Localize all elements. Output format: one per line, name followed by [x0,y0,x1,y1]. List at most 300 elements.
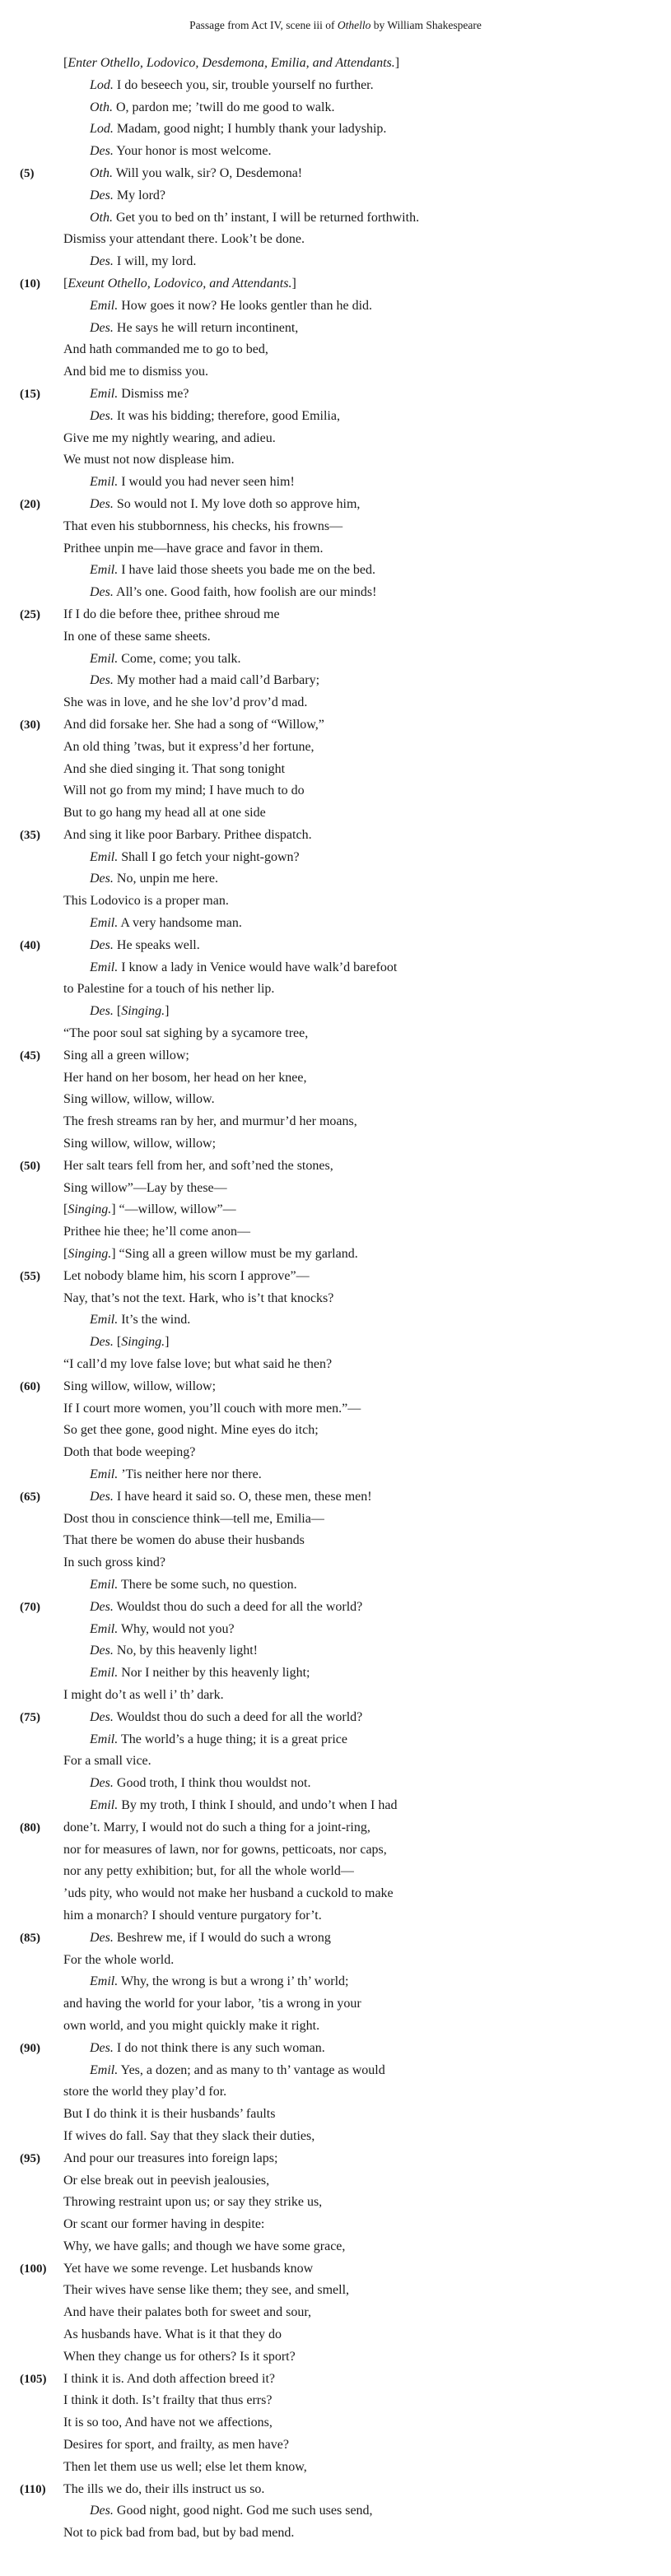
line-text [63,339,268,361]
line-number: (55) [20,1269,40,1283]
dialogue-text: I have laid those sheets you bade me on the bed. [121,563,376,578]
dialogue-text: Or scant our former having in despite: [63,2217,265,2232]
line-text [63,1883,394,1905]
passage-line [0,560,671,582]
dialogue-text: That even his stubbornness, his checks, his frowns— [63,518,343,533]
dialogue-text: Dismiss your attendant there. Look’t be done. [63,232,305,247]
dialogue-text: As husbands have. What is it that they do [63,2327,282,2342]
speaker-name: Des. [90,320,114,335]
dialogue-text: Good night, good night. God me such uses send, [116,2504,373,2518]
passage-line [0,1619,671,1641]
line-text [90,560,375,582]
dialogue-text: Then let them use us well; else let them know, [63,2459,307,2474]
passage-line [0,1155,671,1178]
line-text [90,670,319,692]
passage-line [0,1950,671,1972]
dialogue-text: Beshrew me, if I would do such a wrong [116,1930,331,1945]
passage-line [0,119,671,141]
dialogue-text: A very handsome man. [120,916,242,931]
passage-line [0,538,671,560]
line-text [90,2038,325,2060]
line-text [63,759,285,781]
passage-line [0,1221,671,1244]
passage-line [0,273,671,295]
line-text [90,295,372,318]
line-text [63,2214,264,2236]
passage-line [0,2434,671,2457]
passage-line [0,2500,671,2523]
passage-line [0,2258,671,2281]
speaker-name: Emil. [90,1313,119,1328]
speaker-name: Des. [90,1004,114,1019]
passage-line [0,2081,671,2104]
passage-line [0,2126,671,2148]
passage-line [0,1332,671,1354]
line-text [63,449,235,472]
speaker-name: Des. [90,1644,114,1658]
dialogue-text: [Singing.] [116,1004,170,1019]
line-text [63,737,315,759]
dialogue-text: “I call’d my love false love; but what said he then? [63,1357,333,1372]
passage-line [0,1839,671,1862]
dialogue-text: If wives do fall. Say that they slack their duties, [63,2128,315,2143]
dialogue-text: He says he will return incontinent, [116,320,299,335]
dialogue-text: The ills we do, their ills instruct us so. [63,2481,265,2496]
dialogue-text: No, by this heavenly light! [116,1644,258,1658]
dialogue-text: Her hand on her bosom, her head on her knee, [63,1070,307,1085]
dialogue-text: Their wives have sense like them; they see, and smell, [63,2283,350,2298]
line-text [63,1067,306,1090]
line-text [63,825,312,847]
dialogue-text: But I do think it is their husbands’ faults [63,2107,276,2122]
line-text [90,384,189,406]
line-text [63,2104,275,2126]
passage-line [0,1883,671,1905]
passage-line [0,649,671,671]
line-text [90,2500,373,2523]
passage-line [0,1309,671,1332]
line-number: (65) [20,1490,40,1504]
line-text [90,868,218,890]
passage-line [0,1795,671,1817]
speaker-name: Des. [90,408,114,423]
line-text [90,582,376,604]
dialogue-text: And have their palates both for sweet and sour, [63,2305,312,2320]
line-text [63,1950,174,1972]
dialogue-text: For the whole world. [63,1952,175,1967]
dialogue-text: And hath commanded me to go to bed, [63,342,268,357]
passage-line [0,1045,671,1067]
speaker-name: Des. [90,188,114,202]
dialogue-text: He speaks well. [116,937,200,952]
line-text [90,1707,362,1729]
passage-line [0,384,671,406]
line-text [63,2324,282,2346]
line-text [90,1486,372,1509]
dialogue-text: Sing willow”—Lay by these— [63,1180,227,1195]
dialogue-text: Not to pick bad from bad, but by bad mend. [63,2526,295,2541]
line-text [63,2346,296,2369]
line-number: (80) [20,1820,40,1834]
dialogue-text: It was his bidding; therefore, good Emilia, [116,408,340,423]
passage-line [0,1971,671,1993]
dialogue-text: An old thing ’twas, but it express’d her fortune, [63,739,315,754]
line-text [90,1464,262,1486]
passage-line [0,1905,671,1927]
dialogue-text: Desires for sport, and frailty, as men have? [63,2438,289,2453]
dialogue-text: How goes it now? He looks gentler than he did. [121,298,373,313]
line-text [90,1309,190,1332]
line-text [63,1089,215,1111]
dialogue-text: It is so too, And have not we affections, [63,2416,273,2430]
line-text [63,1354,332,1376]
line-text [63,2369,275,2391]
speaker-name: Des. [90,254,114,269]
line-text [90,207,419,230]
dialogue-text: The world’s a huge thing; it is a great price [120,1732,347,1746]
passage-line [0,1640,671,1662]
dialogue-text: nor for measures of lawn, nor for gowns, petticoats, nor caps, [63,1842,387,1857]
passage-line [0,1817,671,1839]
passage-line [0,1486,671,1509]
line-text [90,649,241,671]
dialogue-text: So get thee gone, good night. Mine eyes do itch; [63,1423,319,1438]
line-text [63,1530,305,1552]
passage-line [0,1178,671,1200]
passage-line [0,53,671,75]
line-text [63,1442,195,1464]
passage-line [0,428,671,450]
line-text [63,2170,269,2192]
passage-line [0,1288,671,1310]
passage-line [0,207,671,230]
passage-line [0,1685,671,1707]
passage-line [0,1420,671,1442]
passage-line [0,1089,671,1111]
speaker-name: Des. [90,937,114,952]
speaker-name: Emil. [90,1974,119,1989]
line-text [63,1111,357,1133]
page-title [0,18,671,33]
line-text [90,318,298,340]
line-text [63,2258,313,2281]
dialogue-text: [Singing.] “Sing all a green willow must be my garland. [63,1247,358,1262]
dialogue-text: I do beseech you, sir, trouble yourself no further. [116,77,374,92]
passage-line [0,472,671,494]
line-number: (25) [20,607,40,621]
line-text [90,1332,169,1354]
dialogue-text: We must not now displease him. [63,453,235,467]
passage-line [0,868,671,890]
line-text [90,119,386,141]
line-text [63,2236,345,2258]
passage-line [0,2523,671,2545]
dialogue-text: “The poor soul sat sighing by a sycamore tree, [63,1026,309,1041]
line-text [63,1266,310,1288]
dialogue-text: Nay, that’s not the text. Hark, who is’t that knocks? [63,1290,334,1305]
speaker-name: Emil. [90,386,119,401]
speaker-name: Emil. [90,1797,119,1812]
dialogue-text: ’uds pity, who would not make her husband a cuckold to make [63,1886,394,1901]
dialogue-text: Throwing restraint upon us; or say they strike us, [63,2195,323,2210]
dialogue-text: For a small vice. [63,1754,151,1769]
line-text [90,1971,348,1993]
dialogue-text: Prithee unpin me—have grace and favor in them. [63,541,324,556]
passage-line [0,1861,671,1883]
speaker-name: Des. [90,673,114,688]
passage-line [0,2192,671,2214]
dialogue-text: [Singing.] [116,1335,170,1350]
passage-line [0,1001,671,1023]
line-number: (30) [20,718,40,732]
dialogue-text: Sing willow, willow, willow. [63,1092,215,1107]
speaker-name: Des. [90,585,114,600]
line-number: (20) [20,497,40,511]
line-text [90,847,300,869]
dialogue-text: This Lodovico is a proper man. [63,894,229,909]
line-text [63,780,305,802]
dialogue-text: No, unpin me here. [116,872,218,886]
speaker-name: Des. [90,872,114,886]
passage-line [0,494,671,516]
speaker-name: Oth. [90,165,113,180]
line-text [63,2192,322,2214]
passage-line [0,1729,671,1751]
line-number: (50) [20,1159,40,1173]
line-text [63,1221,250,1244]
speaker-name: Emil. [90,651,119,666]
speaker-name: Des. [90,2504,114,2518]
dialogue-text: Good troth, I think thou wouldst not. [116,1776,311,1791]
passage-line [0,913,671,935]
line-text [63,802,266,825]
speaker-name: Emil. [90,960,119,974]
line-text [90,1001,169,1023]
speaker-name: Emil. [90,1732,119,1746]
dialogue-text: to Palestine for a touch of his nether lip. [63,982,275,997]
line-text [63,1817,370,1839]
passage-line [0,2479,671,2501]
speaker-name: Des. [90,2040,114,2055]
dialogue-text: If I do die before thee, prithee shroud me [63,607,280,621]
speaker-name: Emil. [90,1467,119,1481]
speaker-name: Emil. [90,916,119,931]
dialogue-text: But to go hang my head all at one side [63,806,266,821]
dialogue-text: In such gross kind? [63,1555,165,1570]
line-text [63,538,323,560]
line-text [63,1045,189,1067]
dialogue-text: Why, we have galls; and though we have some grace, [63,2239,346,2253]
passage-line [0,2214,671,2236]
speaker-name: Emil. [90,849,119,864]
passage-line [0,1376,671,1398]
passage-line [0,185,671,207]
line-text [63,229,305,251]
line-number: (35) [20,828,40,842]
passage-line [0,582,671,604]
speaker-name: Des. [90,144,114,159]
line-number: (15) [20,387,40,401]
dialogue-text: The fresh streams ran by her, and murmur’d her moans, [63,1114,357,1129]
passage-line [0,2369,671,2391]
line-number: (105) [20,2372,47,2386]
speaker-name: Oth. [90,210,113,225]
passage-line [0,339,671,361]
dialogue-text: Her salt tears fell from her, and soft’ned the stones, [63,1158,333,1173]
speaker-name: Oth. [90,100,113,114]
passage-line [0,1773,671,1795]
dialogue-text: And pour our treasures into foreign laps; [63,2151,278,2165]
passage-line [0,2236,671,2258]
passage-line [0,957,671,979]
speaker-name: Emil. [90,2062,119,2077]
line-text [90,1729,347,1751]
passage-line [0,1067,671,1090]
line-text [63,2016,319,2038]
line-text [90,472,295,494]
dialogue-text: All’s one. Good faith, how foolish are our minds! [116,585,377,600]
dialogue-text: She was in love, and he she lov’d prov’d mad. [63,695,308,710]
dialogue-text: Dismiss me? [121,386,189,401]
line-text [63,979,274,1001]
line-text [63,1685,224,1707]
line-text [63,2081,226,2104]
dialogue-text: Or else break out in peevish jealousies, [63,2173,270,2188]
passage-line [0,1133,671,1155]
passage-line [0,1751,671,1773]
page-title-play: Othello [337,19,371,31]
line-text [63,428,276,450]
page-title-prefix: Passage from Act IV, scene iii of [189,19,338,31]
line-text [63,2302,311,2324]
passage-line [0,229,671,251]
line-text [63,53,399,75]
dialogue-text: Prithee hie thee; he’ll come anon— [63,1225,251,1239]
line-text [90,1927,331,1950]
line-text [63,604,280,626]
line-text [63,1905,322,1927]
passage-line [0,251,671,273]
page-title-author: by William Shakespeare [370,19,482,31]
passage-line [0,2412,671,2434]
line-text [63,2457,307,2479]
line-text [63,2148,277,2170]
dialogue-text: Will not go from my mind; I have much to do [63,783,305,798]
line-text [63,1244,358,1266]
dialogue-text: Wouldst thou do such a deed for all the world? [116,1709,363,1724]
line-number: (90) [20,2041,40,2055]
passage-line [0,1244,671,1266]
dialogue-text: [Singing.] “—willow, willow”— [63,1202,236,1217]
dialogue-text: Sing willow, willow, willow; [63,1379,217,1393]
dialogue-text: By my troth, I think I should, and undo’t when I had [121,1797,398,1812]
dialogue-text: Shall I go fetch your night-gown? [121,849,300,864]
line-text [63,2126,315,2148]
line-text [90,1640,258,1662]
passage-line [0,1574,671,1597]
line-text [63,890,229,913]
passage-line [0,780,671,802]
line-number: (110) [20,2482,46,2496]
dialogue-text: Give me my nightly wearing, and adieu. [63,430,276,445]
line-text [63,626,211,649]
dialogue-text: And did forsake her. She had a song of “Willow,” [63,717,324,732]
speaker-name: Emil. [90,563,119,578]
passage-line [0,2170,671,2192]
passage-line [0,295,671,318]
dialogue-text: I would you had never seen him! [121,475,295,490]
line-text [63,1993,361,2016]
passage-line [0,2016,671,2038]
line-text [90,1619,235,1641]
line-number: (60) [20,1379,40,1393]
line-text [90,2060,385,2082]
passage-line [0,979,671,1001]
passage-line [0,1442,671,1464]
dialogue-text: That there be women do abuse their husbands [63,1533,305,1548]
line-text [63,1288,333,1310]
dialogue-text: My mother had a maid call’d Barbary; [116,673,320,688]
dialogue-text: Sing willow, willow, willow; [63,1137,217,1151]
dialogue-text: Madam, good night; I humbly thank your ladyship. [116,122,387,137]
passage-line [0,1354,671,1376]
line-text [63,1133,216,1155]
passage-line [0,163,671,185]
passage-line [0,2280,671,2302]
line-number: (70) [20,1600,40,1614]
dialogue-text: I know a lady in Venice would have walk’d barefoot [121,960,398,974]
passage-line [0,714,671,737]
line-text [63,1398,361,1421]
line-text [90,141,271,163]
dialogue-text: Yet have we some revenge. Let husbands know [63,2261,314,2276]
passage-line [0,825,671,847]
dialogue-text: And bid me to dismiss you. [63,365,209,379]
line-text [63,1552,165,1574]
speaker-name: Emil. [90,298,119,313]
passage-line [0,1662,671,1685]
passage-line [0,1111,671,1133]
dialogue-text: I might do’t as well i’ th’ dark. [63,1687,224,1702]
passage-line [0,97,671,119]
passage-line [0,2346,671,2369]
passage-line [0,1707,671,1729]
line-number: (40) [20,938,40,952]
passage-line [0,1530,671,1552]
line-text [90,1662,310,1685]
line-text [63,2280,349,2302]
dialogue-text: own world, and you might quickly make it right. [63,2018,320,2033]
line-text [63,692,307,714]
passage-line [0,2302,671,2324]
passage-line [0,759,671,781]
passage-line [0,449,671,472]
dialogue-text: And sing it like poor Barbary. Prithee dispatch. [63,827,312,842]
passage-line [0,1509,671,1531]
line-number: (75) [20,1710,40,1724]
passage-line [0,670,671,692]
passage-line [0,2457,671,2479]
line-text [90,1597,362,1619]
line-text [90,1795,397,1817]
line-text [63,2479,264,2501]
passage-line [0,737,671,759]
dialogue-text: O, pardon me; ’twill do me good to walk. [116,100,335,114]
dialogue-text: It’s the wind. [121,1313,191,1328]
dialogue-text: My lord? [116,188,165,202]
dialogue-text: If I court more women, you’ll couch with more men.”— [63,1401,361,1416]
line-number: (10) [20,277,40,291]
